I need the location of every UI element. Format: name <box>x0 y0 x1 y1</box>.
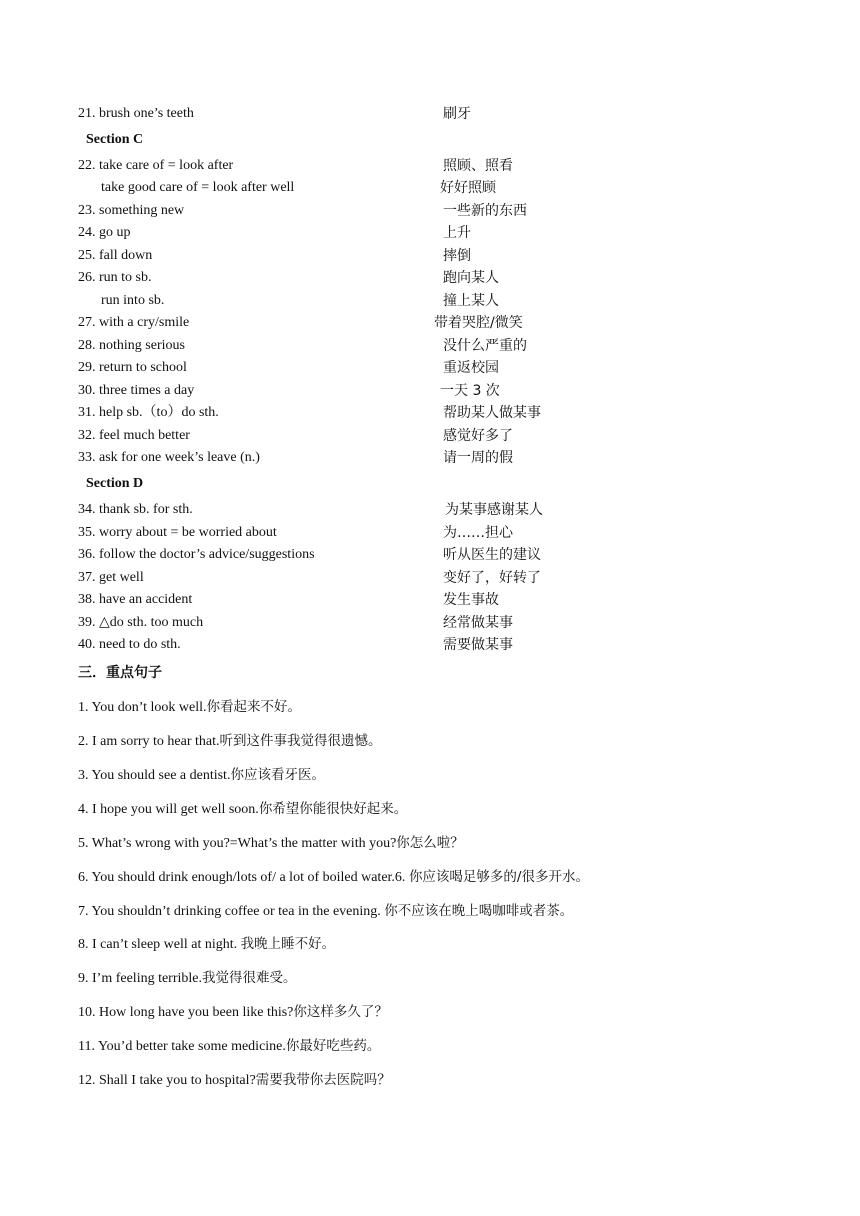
sentence-item <box>78 968 297 989</box>
sentence-chinese: 你应该喝足够多的/很多开水。 <box>408 869 589 885</box>
vocab-chinese: 上升 <box>443 225 471 241</box>
vocab-chinese: 跑向某人 <box>443 270 499 286</box>
vocab-chinese: 重返校园 <box>443 360 499 376</box>
sentence-chinese: 你应该看牙医。 <box>230 767 325 783</box>
vocab-english: run into sb. <box>101 293 165 308</box>
vocab-chinese: 发生事故 <box>443 592 499 608</box>
vocab-item <box>0 223 860 243</box>
sentence-english: 12. Shall I take you to hospital? <box>78 1073 256 1088</box>
sentence-item <box>78 833 464 854</box>
vocab-chinese: 感觉好多了 <box>443 428 513 444</box>
sentence-english: 7. You shouldn’t drinking coffee or tea in the evening. <box>78 904 385 919</box>
sentence-english: 9. I’m feeling terrible. <box>78 971 203 986</box>
sentence-item <box>78 867 589 888</box>
sentence-item <box>78 697 301 718</box>
sentence-chinese: 你看起来不好。 <box>206 699 301 715</box>
vocab-item <box>0 500 860 520</box>
sentence-item <box>78 799 407 820</box>
vocab-english: 21. brush one’s teeth <box>78 106 194 121</box>
vocab-item <box>0 178 860 198</box>
vocab-english: 37. get well <box>78 570 144 585</box>
vocab-item <box>0 635 860 655</box>
vocab-english: 34. thank sb. for sth. <box>78 502 193 517</box>
sentence-chinese: 你这样多久了？ <box>293 1004 388 1020</box>
sentence-chinese: 需要我带你去医院吗？ <box>255 1072 391 1088</box>
sentence-chinese: 你最好吃些药。 <box>285 1038 381 1054</box>
section-d-heading: Section D <box>86 476 144 491</box>
vocab-chinese: 经常做某事 <box>443 615 513 631</box>
vocab-item <box>0 545 860 565</box>
vocab-chinese: 请一周的假 <box>443 450 513 466</box>
vocab-chinese: 一天 3 次 <box>440 383 500 399</box>
vocab-chinese: 变好了，好转了 <box>443 570 541 586</box>
vocab-item <box>0 156 860 176</box>
vocab-chinese: 一些新的东西 <box>443 203 527 219</box>
vocab-item <box>0 568 860 588</box>
vocab-english: 25. fall down <box>78 248 153 263</box>
sentence-item <box>78 901 573 922</box>
vocab-item <box>0 201 860 221</box>
vocab-chinese: 刷牙 <box>443 106 471 122</box>
vocab-item <box>0 590 860 610</box>
sentence-chinese: 你不应该在晚上喝咖啡或者茶。 <box>384 903 574 919</box>
sentence-chinese: 你怎么啦？ <box>396 835 464 851</box>
vocab-chinese: 摔倒 <box>443 248 471 264</box>
vocab-english: 32. feel much better <box>78 428 190 443</box>
sentence-item <box>78 934 335 955</box>
sentence-item <box>78 765 325 786</box>
section-c-heading: Section C <box>86 132 144 147</box>
vocab-item <box>0 381 860 401</box>
vocab-chinese: 照顾、照看 <box>443 158 513 174</box>
sentence-chinese: 我晚上睡不好。 <box>240 936 336 952</box>
sentence-item <box>78 1070 391 1091</box>
sentence-english: 1. You don’t look well. <box>78 700 207 715</box>
vocab-chinese: 带着哭腔/微笑 <box>434 315 523 331</box>
sentence-item <box>78 1036 380 1057</box>
vocab-item <box>0 426 860 446</box>
vocab-chinese: 帮助某人做某事 <box>443 405 541 421</box>
vocab-english: 23. something new <box>78 203 185 218</box>
vocab-item <box>0 523 860 543</box>
sentence-chinese: 你希望你能很快好起来。 <box>258 801 408 817</box>
sentence-english: 3. You should see a dentist. <box>78 768 231 783</box>
sentence-english: 5. What’s wrong with you?=What’s the matter with you? <box>78 836 397 851</box>
vocab-english: 31. help sb.（to）do sth. <box>78 405 219 420</box>
vocab-english: 38. have an accident <box>78 592 193 607</box>
vocab-english: 28. nothing serious <box>78 338 185 353</box>
vocab-item <box>0 336 860 356</box>
vocab-item <box>0 104 860 124</box>
vocab-item <box>0 613 860 633</box>
sentence-english: 8. I can’t sleep well at night. <box>78 937 241 952</box>
vocab-chinese: 好好照顾 <box>440 180 496 196</box>
vocab-english: 35. worry about = be worried about <box>78 525 277 540</box>
vocab-item <box>0 358 860 378</box>
vocab-chinese: 没什么严重的 <box>443 338 527 354</box>
sentence-english: 6. You should drink enough/lots of/ a lot of boiled water.6. <box>78 870 409 885</box>
sentences-heading: 三．重点句子 <box>78 665 162 681</box>
vocab-english: 33. ask for one week’s leave (n.) <box>78 450 260 465</box>
vocab-english: 24. go up <box>78 225 131 240</box>
vocab-english: 27. with a cry/smile <box>78 315 190 330</box>
vocab-chinese: 听从医生的建议 <box>443 547 541 563</box>
vocab-chinese: 为……担心 <box>443 525 513 541</box>
sentence-english: 11. You’d better take some medicine. <box>78 1039 286 1054</box>
vocab-item <box>0 448 860 468</box>
vocab-english: 39. △do sth. too much <box>78 615 204 630</box>
sentence-english: 2. I am sorry to hear that. <box>78 734 220 749</box>
sentence-chinese: 听到这件事我觉得很遗憾。 <box>219 733 382 749</box>
vocab-item <box>0 403 860 423</box>
sentence-english: 10. How long have you been like this? <box>78 1005 294 1020</box>
vocab-english: take good care of = look after well <box>101 180 295 195</box>
vocab-english: 36. follow the doctor’s advice/suggestions <box>78 547 315 562</box>
vocab-item <box>0 268 860 288</box>
vocab-item <box>0 313 860 333</box>
vocab-item <box>0 246 860 266</box>
vocab-english: 40. need to do sth. <box>78 637 181 652</box>
vocab-english: 30. three times a day <box>78 383 195 398</box>
vocab-english: 29. return to school <box>78 360 187 375</box>
sentence-chinese: 我觉得很难受。 <box>202 970 297 986</box>
vocab-chinese: 需要做某事 <box>443 637 513 653</box>
sentence-item <box>78 1002 388 1023</box>
vocab-english: 26. run to sb. <box>78 270 152 285</box>
vocab-chinese: 撞上某人 <box>443 293 499 309</box>
vocab-chinese: 为某事感谢某人 <box>445 502 543 518</box>
sentence-item <box>78 731 382 752</box>
sentence-english: 4. I hope you will get well soon. <box>78 802 259 817</box>
vocab-item <box>0 291 860 311</box>
vocab-english: 22. take care of = look after <box>78 158 234 173</box>
